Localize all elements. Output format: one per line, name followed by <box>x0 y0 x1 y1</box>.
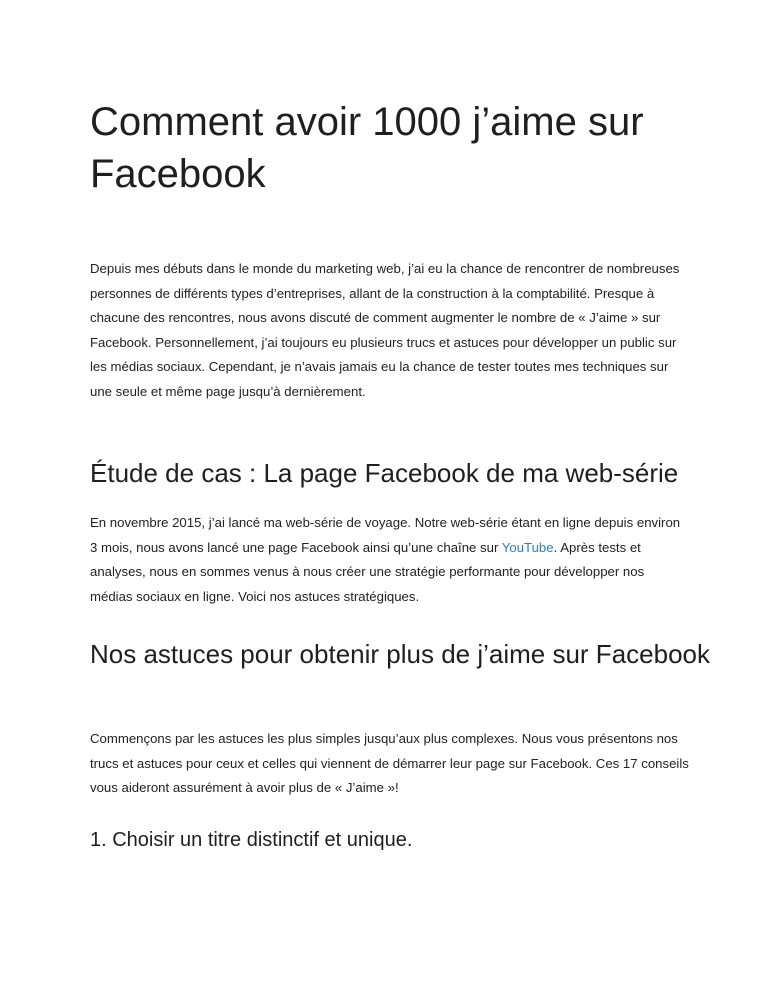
tips-paragraph: Commençons par les astuces les plus simples jusqu’aux plus complexes. Nous vous présentons nos trucs et astuces pour ceux et celles qui viennent de démarrer leur page sur Facebook. Ces 17 conseils vous aideront assurément à avoir plus de « J’aime »! <box>90 731 689 795</box>
page-title: Comment avoir 1000 j’aime sur Facebook <box>90 100 644 196</box>
youtube-link[interactable]: YouTube <box>501 539 554 555</box>
section-heading-case-study: Étude de cas : La page Facebook de ma web-série <box>90 458 679 488</box>
intro-paragraph: Depuis mes débuts dans le monde du marketing web, j’ai eu la chance de rencontrer de nombreuses personnes de différents types d’entreprises, allant de la construction à la comptabilité. Presque à chacune des rencontres, nous avons discuté de comment augmenter le nombre de « J’aime » sur Facebook. Personnellement, j’ai toujours eu plusieurs trucs et astuces pour développer un public sur les médias sociaux. Cependant, je n’avais jamais eu la chance de tester toutes mes techniques sur une seule et même page jusqu’à dernièrement. <box>90 261 680 399</box>
subsection-heading-1: 1. Choisir un titre distinctif et unique. <box>90 829 413 851</box>
case-study-text-start: En novembre 2015, j’ai lancé ma web-série de voyage. Notre web-série étant en ligne depuis environ 3 mois, nous avons lancé une page Facebook ainsi qu’une chaîne sur <box>90 515 681 555</box>
section-heading-tips: Nos astuces pour obtenir plus de j’aime sur Facebook <box>90 639 710 669</box>
case-study-paragraph <box>90 511 690 609</box>
case-study-text-end: . Après tests et analyses, nous en sommes venus à nous créer une stratégie performante pour développer nos médias sociaux en ligne. Voici nos astuces stratégiques. <box>90 539 645 604</box>
